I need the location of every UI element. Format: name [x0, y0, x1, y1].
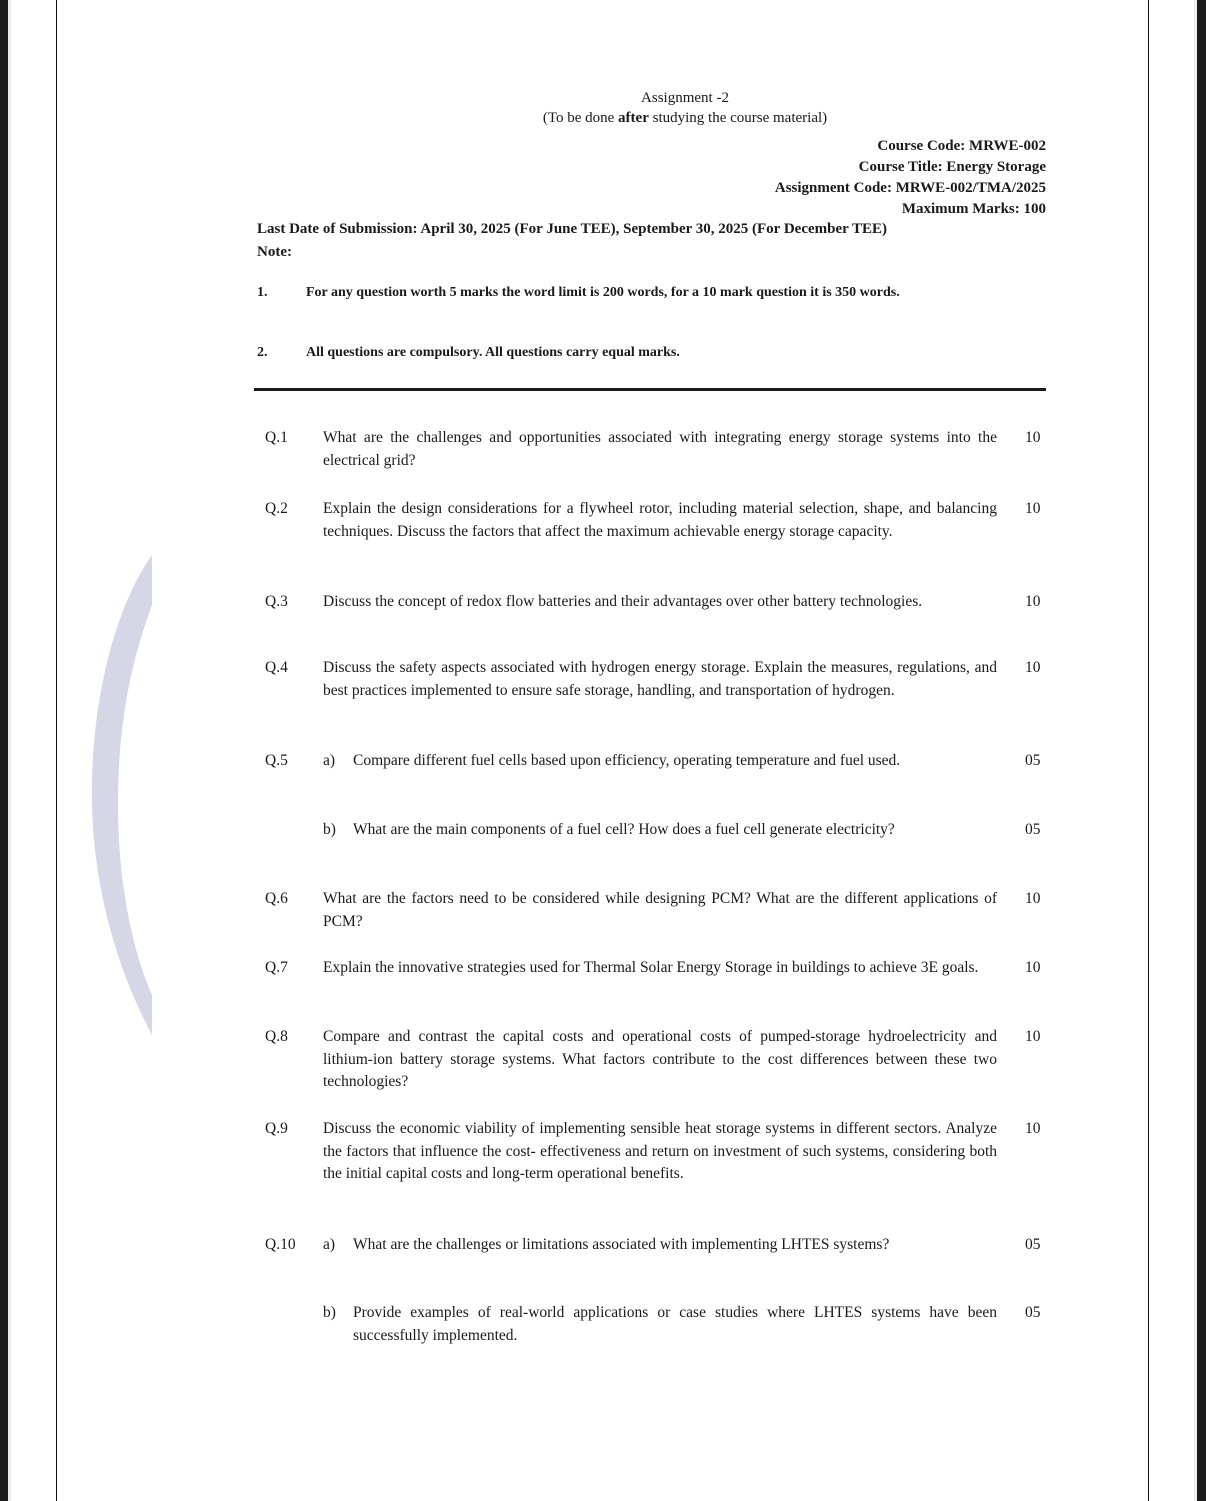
question-text: Explain the design considerations for a flywheel rotor, including material selection, shape, and balancing techniques. Discuss the factors that affect the maximum achievable energy storage capacity.	[323, 500, 997, 540]
instruction-text: For any question worth 5 marks the word limit is 200 words, for a 10 mark question it is 350 words.	[306, 285, 900, 300]
course-code: Course Code: MRWE-002	[877, 138, 1046, 154]
sub-question-label: a)	[323, 752, 336, 769]
question-marks: 10	[1025, 429, 1041, 446]
subtitle-text-pre: (To be done	[542, 110, 619, 126]
question-number: Q.4	[265, 659, 288, 676]
question-number: Q.7	[265, 959, 288, 976]
question-number: Q.10	[265, 1236, 296, 1253]
section-divider	[254, 388, 1046, 391]
subtitle-text-bold: after	[618, 110, 649, 126]
question-number: Q.1	[265, 429, 288, 446]
question-marks: 10	[1025, 1028, 1041, 1045]
question-marks: 10	[1025, 1120, 1041, 1137]
question-text: What are the challenges or limitations associated with implementing LHTES systems?	[353, 1236, 890, 1253]
question-marks: 05	[1025, 1304, 1041, 1321]
assignment-subtitle	[0, 109, 1206, 127]
question-text: Discuss the economic viability of implementing sensible heat storage systems in different sectors. Analyze the factors that influence the cost- effectiveness and return on investment of such systems, considering both the initial capital costs and long-term operational benefits.	[323, 1120, 997, 1182]
question-marks: 10	[1025, 890, 1041, 907]
assignment-title: Assignment -2	[641, 90, 729, 106]
maximum-marks: Maximum Marks: 100	[901, 201, 1046, 217]
question-marks: 10	[1025, 500, 1041, 517]
question-text: What are the main components of a fuel cell? How does a fuel cell generate electricity?	[353, 821, 895, 838]
sub-question-label: b)	[323, 821, 336, 838]
instruction-number: 1.	[257, 285, 268, 300]
question-text: Explain the innovative strategies used for Thermal Solar Energy Storage in buildings to achieve 3E goals.	[323, 959, 979, 976]
question-marks: 10	[1025, 593, 1041, 610]
question-text: Compare different fuel cells based upon efficiency, operating temperature and fuel used.	[353, 752, 901, 769]
assignment-code: Assignment Code: MRWE-002/TMA/2025	[774, 180, 1046, 196]
instruction-text: All questions are compulsory. All questions carry equal marks.	[306, 345, 680, 360]
question-text: Provide examples of real-world applications or case studies where LHTES systems have been successfully implemented.	[353, 1304, 997, 1344]
question-marks: 10	[1025, 959, 1041, 976]
question-number: Q.3	[265, 593, 288, 610]
question-text: Discuss the concept of redox flow batteries and their advantages over other battery technologies.	[323, 593, 923, 610]
question-number: Q.8	[265, 1028, 288, 1045]
question-number: Q.6	[265, 890, 288, 907]
question-number: Q.5	[265, 752, 288, 769]
sub-question-label: a)	[323, 1236, 336, 1253]
subtitle-text-post: studying the course material)	[648, 110, 828, 126]
question-text: Compare and contrast the capital costs and operational costs of pumped-storage hydroelectricity and lithium-ion battery storage systems. What factors contribute to the cost differences between these two technologies?	[323, 1028, 997, 1090]
question-number: Q.9	[265, 1120, 288, 1137]
question-text: Discuss the safety aspects associated with hydrogen energy storage. Explain the measures, regulations, and best practices implemented to ensure safe storage, handling, and transportation of hydrogen.	[323, 659, 997, 699]
instruction-number: 2.	[257, 345, 268, 360]
last-date-of-submission: Last Date of Submission: April 30, 2025 (For June TEE), September 30, 2025 (For December TEE)	[257, 221, 887, 237]
question-number: Q.2	[265, 500, 288, 517]
question-marks: 05	[1025, 821, 1041, 838]
note-label: Note:	[257, 244, 292, 260]
sub-question-label: b)	[323, 1304, 336, 1321]
question-marks: 10	[1025, 659, 1041, 676]
question-text: What are the factors need to be considered while designing PCM? What are the different applications of PCM?	[323, 890, 997, 930]
course-title: Course Title: Energy Storage	[858, 159, 1046, 175]
question-text: What are the challenges and opportunities associated with integrating energy storage systems into the electrical grid?	[323, 429, 997, 469]
question-marks: 05	[1025, 752, 1041, 769]
question-marks: 05	[1025, 1236, 1041, 1253]
